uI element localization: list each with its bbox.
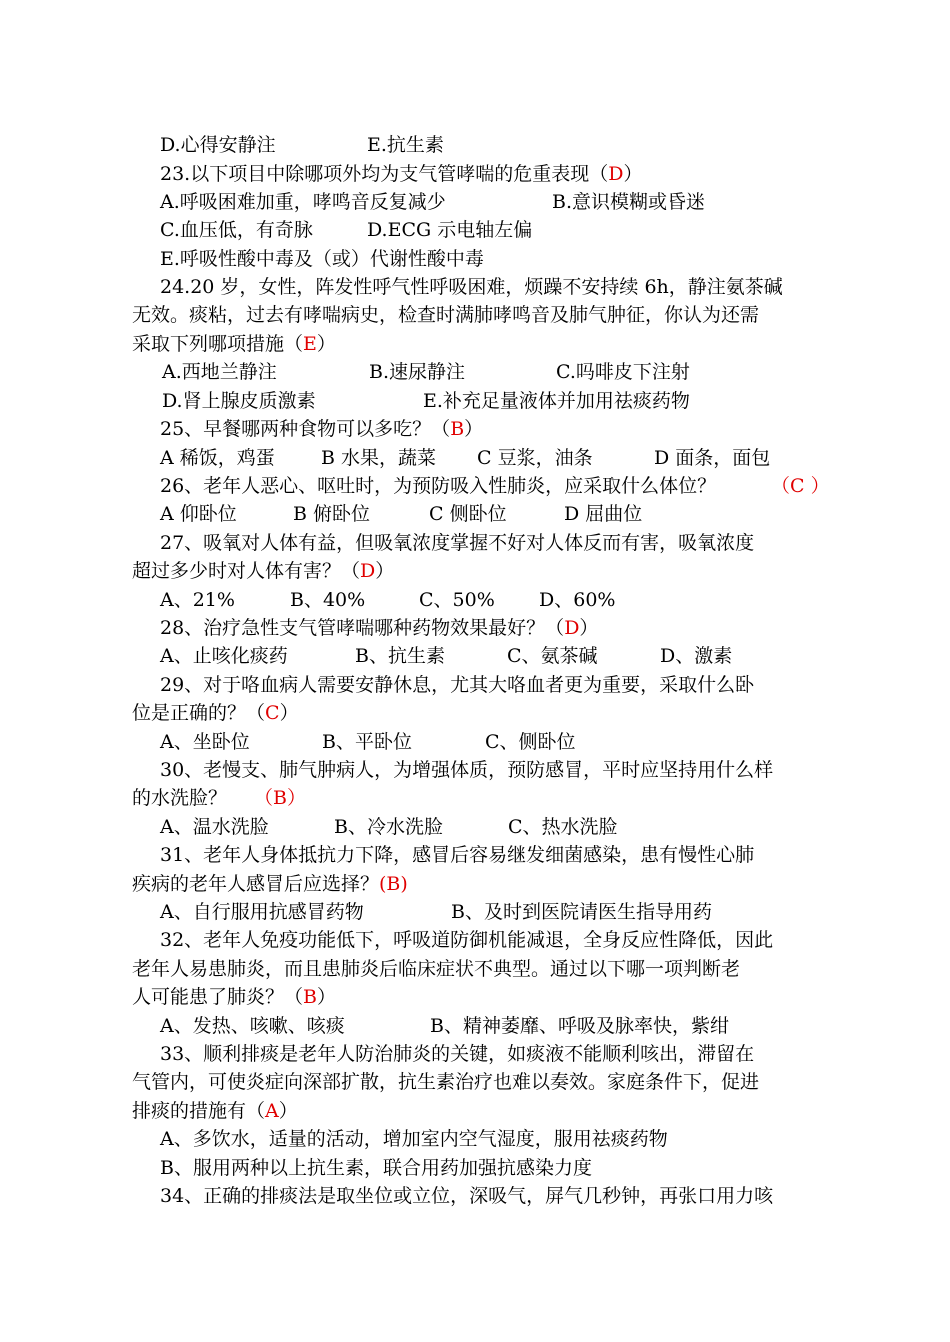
text-line <box>0 1068 950 1096</box>
text-line <box>0 870 950 898</box>
text-segment: ） <box>623 163 643 185</box>
text-segment: C 豆浆，油条 <box>477 447 593 469</box>
text-line <box>0 529 950 557</box>
text-line <box>0 358 950 386</box>
text-segment: A 稀饭，鸡蛋 <box>160 447 275 469</box>
text-segment: C.吗啡皮下注射 <box>556 361 690 383</box>
text-segment: B 水果，蔬菜 <box>321 447 437 469</box>
text-segment: ） <box>579 617 599 639</box>
answer-mark: （B） <box>254 787 306 809</box>
answer-mark: D <box>564 617 580 639</box>
text-segment: 34、正确的排痰法是取坐位或立位，深吸气，屏气几秒钟，再张口用力咳 <box>160 1185 774 1207</box>
text-segment: A、发热、咳嗽、咳痰 <box>160 1015 345 1037</box>
text-segment: 位是正确的？（ <box>132 702 266 724</box>
text-segment: B.意识模糊或昏迷 <box>552 191 706 213</box>
text-segment: B、40% <box>290 589 366 611</box>
text-segment: ） <box>316 986 336 1008</box>
text-segment: D、激素 <box>660 645 733 667</box>
text-segment: B、抗生素 <box>355 645 445 667</box>
text-segment: C、氨茶碱 <box>507 645 598 667</box>
answer-mark: B <box>450 418 465 440</box>
text-line <box>0 500 950 528</box>
text-segment: E.抗生素 <box>367 134 444 156</box>
text-segment: 30、老慢支、肺气肿病人，为增强体质，预防感冒，平时应坚持用什么样 <box>160 759 774 781</box>
answer-mark: D <box>360 560 376 582</box>
answer-mark: B <box>303 986 317 1008</box>
text-line <box>0 784 950 812</box>
text-segment: B 俯卧位 <box>293 503 371 525</box>
text-segment: A、21% <box>160 589 235 611</box>
text-segment: ） <box>279 702 299 724</box>
text-segment: 人可能患了肺炎？（ <box>132 986 304 1008</box>
text-segment: 23.以下项目中除哪项外均为支气管哮喘的危重表现（ <box>160 163 609 185</box>
text-line <box>0 188 950 216</box>
text-line <box>0 614 950 642</box>
text-line <box>0 301 950 329</box>
text-line <box>0 983 950 1011</box>
text-segment: 气管内，可使炎症向深部扩散，抗生素治疗也难以奏效。家庭条件下，促进 <box>132 1071 760 1093</box>
text-line <box>0 1154 950 1182</box>
answer-mark: (B) <box>379 873 408 895</box>
text-line <box>0 586 950 614</box>
text-segment: 排痰的措施有（ <box>132 1100 266 1122</box>
text-segment: B、服用两种以上抗生素，联合用药加强抗感染力度 <box>160 1157 592 1179</box>
text-line <box>0 472 950 500</box>
text-segment: E.补充足量液体并加用祛痰药物 <box>423 390 690 412</box>
text-segment: D.心得安静注 <box>160 134 276 156</box>
text-segment: A、止咳化痰药 <box>160 645 288 667</box>
text-segment: A、温水洗脸 <box>160 816 269 838</box>
text-line <box>0 387 950 415</box>
text-line <box>0 444 950 472</box>
text-segment: A、自行服用抗感冒药物 <box>160 901 364 923</box>
text-segment: D 面条，面包 <box>654 447 771 469</box>
text-segment: ） <box>316 333 336 355</box>
text-segment: 超过多少时对人体有害？（ <box>132 560 361 582</box>
text-segment: A.呼吸困难加重，哮鸣音反复减少 <box>160 191 446 213</box>
text-segment: A 仰卧位 <box>160 503 237 525</box>
text-segment: B、精神萎靡、呼吸及脉率快，紫绀 <box>430 1015 729 1037</box>
text-segment: C 侧卧位 <box>429 503 507 525</box>
text-line <box>0 216 950 244</box>
text-segment: B、冷水洗脸 <box>334 816 443 838</box>
text-segment: 的水洗脸？ <box>132 787 228 809</box>
text-line <box>0 160 950 188</box>
text-segment: 28、治疗急性支气管哮喘哪种药物效果最好？（ <box>160 617 565 639</box>
text-line <box>0 756 950 784</box>
text-line <box>0 1040 950 1068</box>
text-line <box>0 245 950 273</box>
text-segment: D 屈曲位 <box>564 503 643 525</box>
text-segment: 29、对于咯血病人需要安静休息，尤其大咯血者更为重要，采取什么卧 <box>160 674 755 696</box>
answer-mark: （C ） <box>771 475 830 497</box>
text-line <box>0 273 950 301</box>
text-line <box>0 415 950 443</box>
text-segment: 老年人易患肺炎，而且患肺炎后临床症状不典型。通过以下哪一项判断老 <box>132 958 741 980</box>
text-segment: A.西地兰静注 <box>162 361 277 383</box>
text-segment: ） <box>464 418 484 440</box>
text-segment: B.速尿静注 <box>369 361 466 383</box>
text-segment: 27、吸氧对人体有益，但吸氧浓度掌握不好对人体反而有害，吸氧浓度 <box>160 532 755 554</box>
text-segment: E.呼吸性酸中毒及（或）代谢性酸中毒 <box>160 248 484 270</box>
text-segment: 31、老年人身体抵抗力下降，感冒后容易继发细菌感染，患有慢性心肺 <box>160 844 755 866</box>
text-line <box>0 926 950 954</box>
text-line <box>0 1125 950 1153</box>
text-segment: D.ECG 示电轴左偏 <box>367 219 533 241</box>
text-line <box>0 1097 950 1125</box>
answer-mark: A <box>265 1100 279 1122</box>
text-line <box>0 330 950 358</box>
text-segment: C、侧卧位 <box>485 731 576 753</box>
text-line <box>0 955 950 983</box>
text-segment: D、60% <box>539 589 616 611</box>
text-segment: C、50% <box>419 589 495 611</box>
text-segment: 33、顺利排痰是老年人防治肺炎的关键，如痰液不能顺利咳出，滞留在 <box>160 1043 755 1065</box>
text-line <box>0 671 950 699</box>
answer-mark: D <box>608 163 624 185</box>
text-line <box>0 642 950 670</box>
text-segment: A、坐卧位 <box>160 731 250 753</box>
answer-mark: C <box>265 702 280 724</box>
text-line <box>0 1182 950 1210</box>
text-segment: ） <box>278 1100 298 1122</box>
text-segment: 26、老年人恶心、呕吐时，为预防吸入性肺炎，应采取什么体位？ <box>160 475 717 497</box>
text-line <box>0 728 950 756</box>
text-line <box>0 699 950 727</box>
text-segment: B、平卧位 <box>322 731 412 753</box>
text-line <box>0 557 950 585</box>
text-segment: 24.20 岁，女性，阵发性呼气性呼吸困难，烦躁不安持续 6h，静注氨茶碱 <box>160 276 783 298</box>
text-line <box>0 898 950 926</box>
text-line <box>0 841 950 869</box>
text-line <box>0 131 950 159</box>
text-line <box>0 813 950 841</box>
text-segment: C、热水洗脸 <box>508 816 618 838</box>
text-segment: 32、老年人免疫功能低下，呼吸道防御机能减退，全身反应性降低，因此 <box>160 929 774 951</box>
text-segment: 疾病的老年人感冒后应选择？ <box>132 873 380 895</box>
text-segment: C.血压低，有奇脉 <box>160 219 313 241</box>
text-segment: A、多饮水，适量的活动，增加室内空气湿度，服用祛痰药物 <box>160 1128 668 1150</box>
text-line <box>0 1012 950 1040</box>
text-segment: 无效。痰粘，过去有哮喘病史，检查时满肺哮鸣音及肺气肿征，你认为还需 <box>132 304 760 326</box>
text-segment: ） <box>375 560 395 582</box>
text-segment: B、及时到医院请医生指导用药 <box>451 901 712 923</box>
text-segment: D.肾上腺皮质激素 <box>162 390 316 412</box>
text-segment: 25、早餐哪两种食物可以多吃？（ <box>160 418 451 440</box>
text-segment: 采取下列哪项措施（ <box>132 333 304 355</box>
answer-mark: E <box>303 333 317 355</box>
